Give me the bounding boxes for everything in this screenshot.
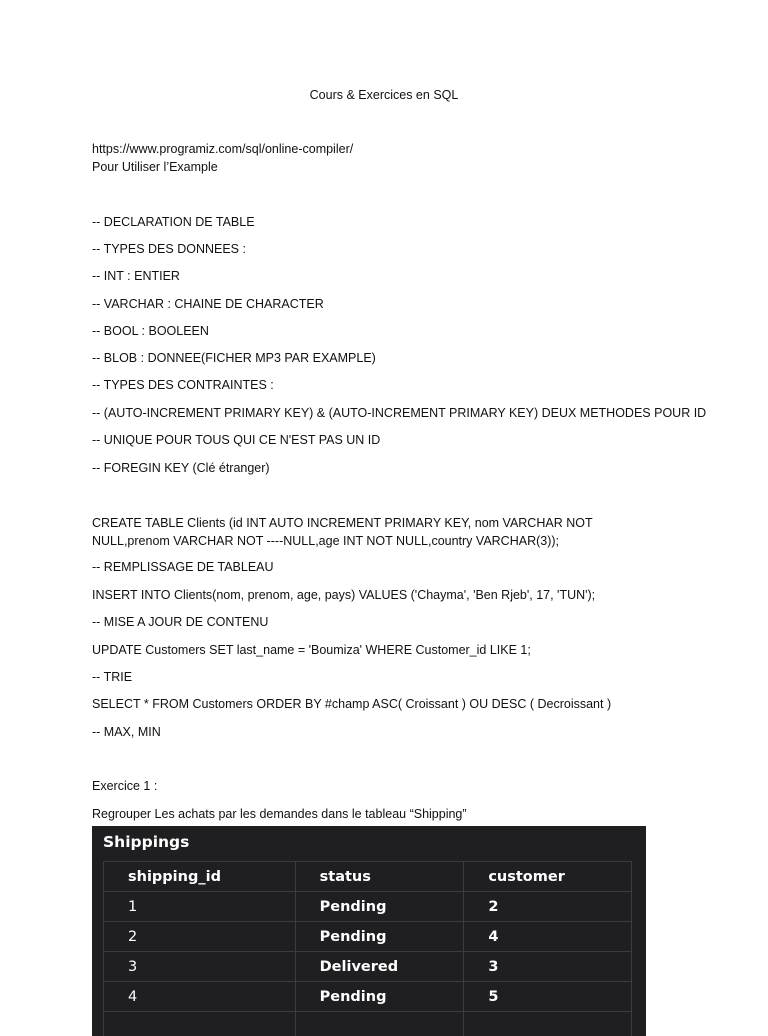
sort-comment: -- TRIE — [92, 669, 692, 685]
comment-line: -- (AUTO-INCREMENT PRIMARY KEY) & (AUTO-INCREMENT PRIMARY KEY) DEUX METHODES POUR ID — [92, 405, 692, 421]
header-customer: customer — [464, 862, 632, 892]
fill-comment: -- REMPLISSAGE DE TABLEAU — [92, 559, 692, 575]
header-shipping-id: shipping_id — [104, 862, 296, 892]
create-table-statement: CREATE TABLE Clients (id INT AUTO INCREMENT PRIMARY KEY, nom VARCHAR NOT NULL,prenom VARCHAR NOT ----NULL,age INT NOT NULL,country VARCHAR(3)); — [92, 514, 662, 550]
cell-customer: 2 — [464, 892, 632, 922]
comment-line: -- BLOB : DONNEE(FICHER MP3 PAR EXAMPLE) — [92, 350, 692, 366]
cell-shipping-id: 2 — [104, 922, 296, 952]
cell-status: Pending — [295, 892, 464, 922]
document-title: Cours & Exercices en SQL — [0, 87, 768, 103]
comment-line: -- BOOL : BOOLEEN — [92, 323, 692, 339]
header-status: status — [295, 862, 464, 892]
cell-shipping-id: 1 — [104, 892, 296, 922]
table-row — [104, 982, 632, 1012]
comment-line: -- FOREGIN KEY (Clé étranger) — [92, 460, 692, 476]
cell-shipping-id: 3 — [104, 952, 296, 982]
table-row — [104, 892, 632, 922]
cell-customer: 3 — [464, 952, 632, 982]
cell-customer: 5 — [464, 982, 632, 1012]
comment-line: -- INT : ENTIER — [92, 268, 692, 284]
comment-line: -- VARCHAR : CHAINE DE CHARACTER — [92, 296, 692, 312]
comment-line: -- TYPES DES CONTRAINTES : — [92, 377, 692, 393]
cell-customer: 4 — [464, 922, 632, 952]
comment-line: -- TYPES DES DONNEES : — [92, 241, 692, 257]
shippings-table-image — [92, 826, 646, 1036]
cell-shipping-id: 4 — [104, 982, 296, 1012]
insert-statement: INSERT INTO Clients(nom, prenom, age, pays) VALUES ('Chayma', 'Ben Rjeb', 17, 'TUN'); — [92, 587, 692, 603]
cell-status: Pending — [295, 922, 464, 952]
maxmin-comment: -- MAX, MIN — [92, 724, 692, 740]
select-statement: SELECT * FROM Customers ORDER BY #champ ASC( Croissant ) OU DESC ( Decroissant ) — [92, 696, 692, 712]
update-statement: UPDATE Customers SET last_name = 'Boumiza' WHERE Customer_id LIKE 1; — [92, 642, 692, 658]
comment-line: -- UNIQUE POUR TOUS QUI CE N'EST PAS UN ID — [92, 432, 692, 448]
shippings-table-title: Shippings — [103, 832, 189, 852]
cell-status: Delivered — [295, 952, 464, 982]
exercise-text: Regrouper Les achats par les demandes dans le tableau “Shipping” — [92, 806, 692, 822]
exercise-title: Exercice 1 : — [92, 778, 692, 794]
update-comment: -- MISE A JOUR DE CONTENU — [92, 614, 692, 630]
compiler-link[interactable]: https://www.programiz.com/sql/online-compiler/ — [92, 141, 692, 157]
table-row — [104, 922, 632, 952]
comment-line: -- DECLARATION DE TABLE — [92, 214, 692, 230]
table-header-row — [104, 862, 632, 892]
table-row — [104, 952, 632, 982]
cell-status: Pending — [295, 982, 464, 1012]
shippings-table — [103, 861, 632, 1036]
link-note: Pour Utiliser l’Example — [92, 159, 692, 175]
